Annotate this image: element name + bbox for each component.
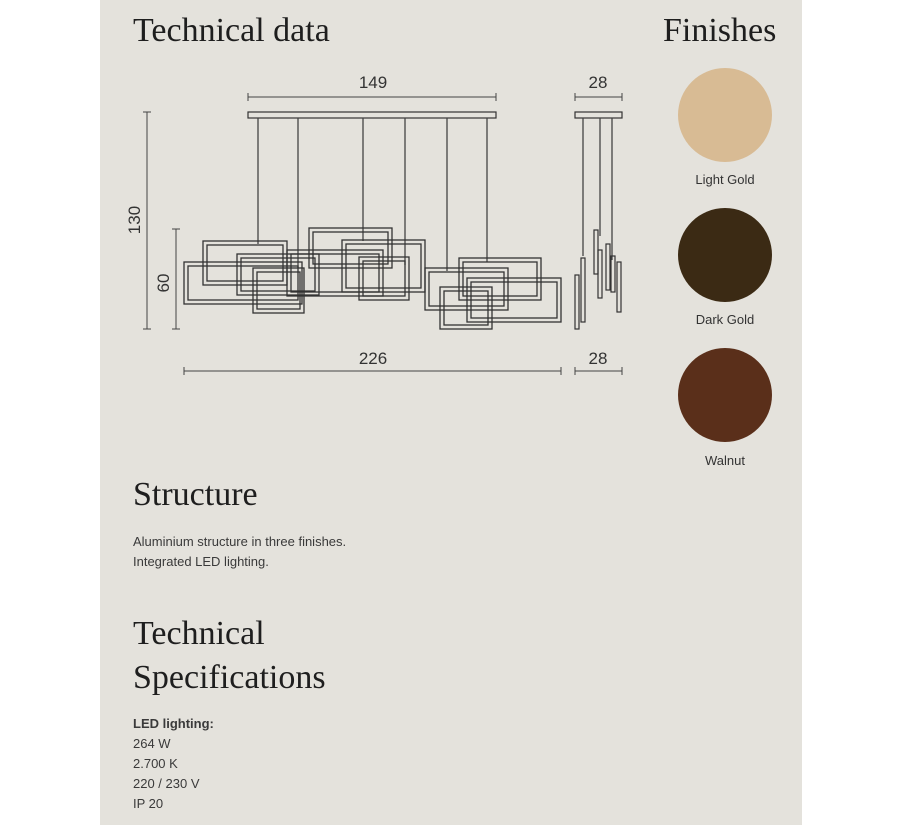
canopy-side [575, 112, 622, 118]
spec-line: 264 W [133, 736, 171, 751]
dim-total-height: 130 [125, 205, 144, 235]
swatch-label-walnut: Walnut [705, 453, 745, 468]
swatch-label-dark-gold: Dark Gold [695, 312, 755, 327]
technical-drawing [0, 0, 900, 400]
dim-body-height: 60 [154, 273, 173, 293]
structure-line: Integrated LED lighting. [133, 554, 269, 569]
dim-total-width: 226 [358, 349, 388, 368]
canopy-front [248, 112, 496, 118]
spec-line: 2.700 K [133, 756, 178, 771]
dim-bottom-depth: 28 [588, 349, 608, 368]
swatch-label-light-gold: Light Gold [695, 172, 755, 187]
dim-top-width: 149 [358, 73, 388, 92]
finishes-title: Finishes [663, 12, 777, 49]
specifications-title-line1: Technical [133, 615, 265, 652]
spec-line: IP 20 [133, 796, 164, 811]
spec-heading: LED lighting: [133, 716, 214, 731]
specifications-title-line2: Specifications [133, 659, 326, 696]
specifications-list [133, 714, 214, 814]
swatch-dark-gold [678, 208, 772, 302]
frames-front [184, 228, 561, 329]
swatch-walnut [678, 348, 772, 442]
spec-line: 220 / 230 V [133, 776, 200, 791]
dim-top-depth: 28 [588, 73, 608, 92]
structure-line: Aluminium structure in three finishes. [133, 534, 347, 549]
structure-title: Structure [133, 476, 258, 513]
swatch-light-gold [678, 68, 772, 162]
structure-text [133, 532, 346, 572]
frames-side [575, 230, 621, 329]
technical-data-title: Technical data [133, 12, 330, 49]
